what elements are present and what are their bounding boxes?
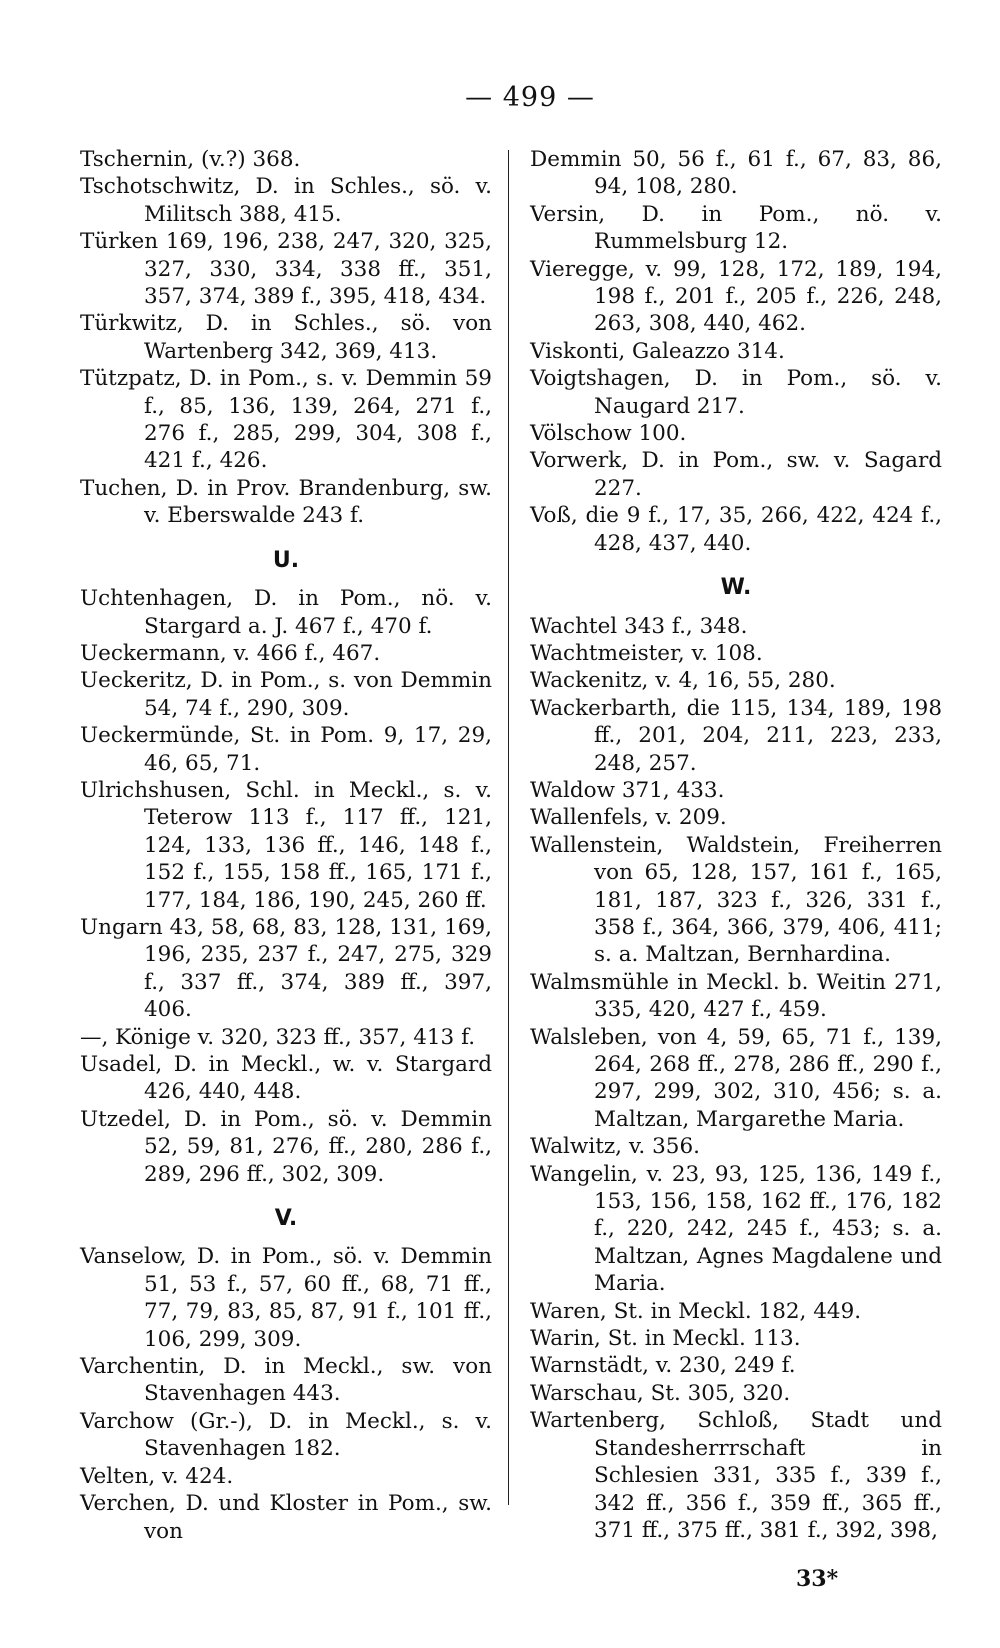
index-entry: Uchtenhagen, D. in Pom., nö. v. Stargard a. J. 467 f., 470 f. bbox=[80, 586, 492, 639]
right-column bbox=[530, 146, 942, 1544]
index-entry: Vorwerk, D. in Pom., sw. v. Sagard 227. bbox=[530, 448, 942, 501]
index-entry: Voß, die 9 f., 17, 35, 266, 422, 424 f., 428, 437, 440. bbox=[530, 503, 942, 556]
index-entry: Warschau, St. 305, 320. bbox=[530, 1380, 791, 1406]
page-number: — 499 — bbox=[465, 82, 595, 113]
index-entry: Tützpatz, D. in Pom., s. v. Demmin 59 f., 85, 136, 139, 264, 271 f., 276 f., 285, 299, 304, 308 f., 421 f., 426. bbox=[80, 366, 492, 474]
index-entry: Warin, St. in Meckl. 113. bbox=[530, 1326, 801, 1352]
index-entry: Völschow 100. bbox=[530, 421, 687, 447]
index-entry: Tschernin, (v.?) 368. bbox=[80, 147, 301, 172]
index-entry: Demmin 50, 56 f., 61 f., 67, 83, 86, 94, 108, 280. bbox=[530, 147, 942, 200]
index-entry: Wartenberg, Schloß, Stadt und Standesherrrschaft in Schlesien 331, 335 f., 339 f., 342 ff., 356 f., 359 ff., 365 ff., 371 ff., 375 ff., 381 f., 392, 398, bbox=[530, 1408, 942, 1543]
index-entry: Vanselow, D. in Pom., sö. v. Demmin 51, 53 f., 57, 60 ff., 68, 71 ff., 77, 79, 83, 85, 87, 91 f., 101 ff., 106, 299, 309. bbox=[80, 1244, 492, 1352]
index-entry: Tuchen, D. in Prov. Brandenburg, sw. v. Eberswalde 243 f. bbox=[80, 475, 492, 529]
sheet-signature: 33* bbox=[796, 1566, 839, 1592]
index-entry: Wallenfels, v. 209. bbox=[530, 805, 727, 831]
index-entry: Walwitz, v. 356. bbox=[530, 1134, 700, 1160]
index-entry: Warnstädt, v. 230, 249 f. bbox=[530, 1353, 796, 1379]
index-entry: Ulrichshusen, Schl. in Meckl., s. v. Teterow 113 f., 117 ff., 121, 124, 133, 136 ff., 146, 148 f., 152 f., 155, 158 ff., 165, 171 f., 177, 184, 186, 190, 245, 260 ff. bbox=[80, 777, 492, 913]
index-entry: Wackerbarth, die 115, 134, 189, 198 ff., 201, 204, 211, 223, 233, 248, 257. bbox=[530, 695, 942, 776]
index-entry: Versin, D. in Pom., nö. v. Rummelsburg 12. bbox=[530, 201, 942, 255]
index-entry: Usadel, D. in Meckl., w. v. Stargard 426, 440, 448. bbox=[80, 1052, 492, 1105]
index-entry: Verchen, D. und Kloster in Pom., sw. von bbox=[80, 1491, 492, 1544]
index-entry: Viskonti, Galeazzo 314. bbox=[530, 338, 785, 364]
index-entry: Varchentin, D. in Meckl., sw. von Stavenhagen 443. bbox=[80, 1354, 492, 1407]
index-entry: Ungarn 43, 58, 68, 83, 128, 131, 169, 196, 235, 237 f., 247, 275, 329 f., 337 ff., 374, 389 ff., 397, 406. bbox=[80, 914, 492, 1023]
index-entry: Türken 169, 196, 238, 247, 320, 325, 327, 330, 334, 338 ff., 351, 357, 374, 389 f., 395, 418, 434. bbox=[80, 229, 492, 310]
index-entry: Walsleben, von 4, 59, 65, 71 f., 139, 264, 268 ff., 278, 286 ff., 290 f., 297, 299, 302, 310, 456; s. a. Maltzan, Margarethe Maria. bbox=[530, 1024, 942, 1132]
index-entry: Türkwitz, D. in Schles., sö. von Wartenberg 342, 369, 413. bbox=[80, 311, 492, 364]
section-letter: V. bbox=[274, 1206, 298, 1232]
index-entry: Varchow (Gr.-), D. in Meckl., s. v. Stavenhagen 182. bbox=[80, 1408, 492, 1462]
index-entry: Voigtshagen, D. in Pom., sö. v. Naugard 217. bbox=[530, 366, 942, 419]
index-entry: Walmsmühle in Meckl. b. Weitin 271, 335, 420, 427 f., 459. bbox=[530, 969, 942, 1023]
section-letter: W. bbox=[720, 575, 752, 601]
index-entry: Velten, v. 424. bbox=[80, 1463, 234, 1489]
section-letter: U. bbox=[272, 547, 300, 573]
index-entry: Ueckermünde, St. in Pom. 9, 17, 29, 46, 65, 71. bbox=[80, 723, 492, 776]
index-entry: Ueckeritz, D. in Pom., s. von Demmin 54, 74 f., 290, 309. bbox=[80, 668, 492, 721]
column-divider bbox=[508, 150, 509, 1505]
index-entry: Wackenitz, v. 4, 16, 55, 280. bbox=[530, 668, 836, 694]
left-column bbox=[80, 146, 492, 1545]
index-entry: Utzedel, D. in Pom., sö. v. Demmin 52, 59, 81, 276, ff., 280, 286 f., 289, 296 ff., 302, 309. bbox=[80, 1106, 492, 1187]
index-entry: Waldow 371, 433. bbox=[530, 777, 725, 803]
index-entry: Wachtmeister, v. 108. bbox=[530, 640, 763, 666]
index-entry: Wallenstein, Waldstein, Freiherren von 65, 128, 157, 161 f., 165, 181, 187, 323 f., 326, 331 f., 358 f., 364, 366, 379, 406, 411; s. a. Maltzan, Bernhardina. bbox=[530, 832, 942, 968]
index-entry: Waren, St. in Meckl. 182, 449. bbox=[530, 1298, 862, 1324]
index-entry: Wangelin, v. 23, 93, 125, 136, 149 f., 153, 156, 158, 162 ff., 176, 182 f., 220, 242, 245 f., 453; s. a. Maltzan, Agnes Magdalene und Maria. bbox=[530, 1161, 942, 1297]
index-entry: Wachtel 343 f., 348. bbox=[530, 613, 748, 639]
index-entry: —, Könige v. 320, 323 ff., 357, 413 f. bbox=[80, 1024, 476, 1050]
index-entry: Ueckermann, v. 466 f., 467. bbox=[80, 640, 381, 666]
index-entry: Tschotschwitz, D. in Schles., sö. v. Militsch 388, 415. bbox=[80, 174, 492, 227]
index-entry: Vieregge, v. 99, 128, 172, 189, 194, 198 f., 201 f., 205 f., 226, 248, 263, 308, 440, 462. bbox=[530, 256, 942, 337]
